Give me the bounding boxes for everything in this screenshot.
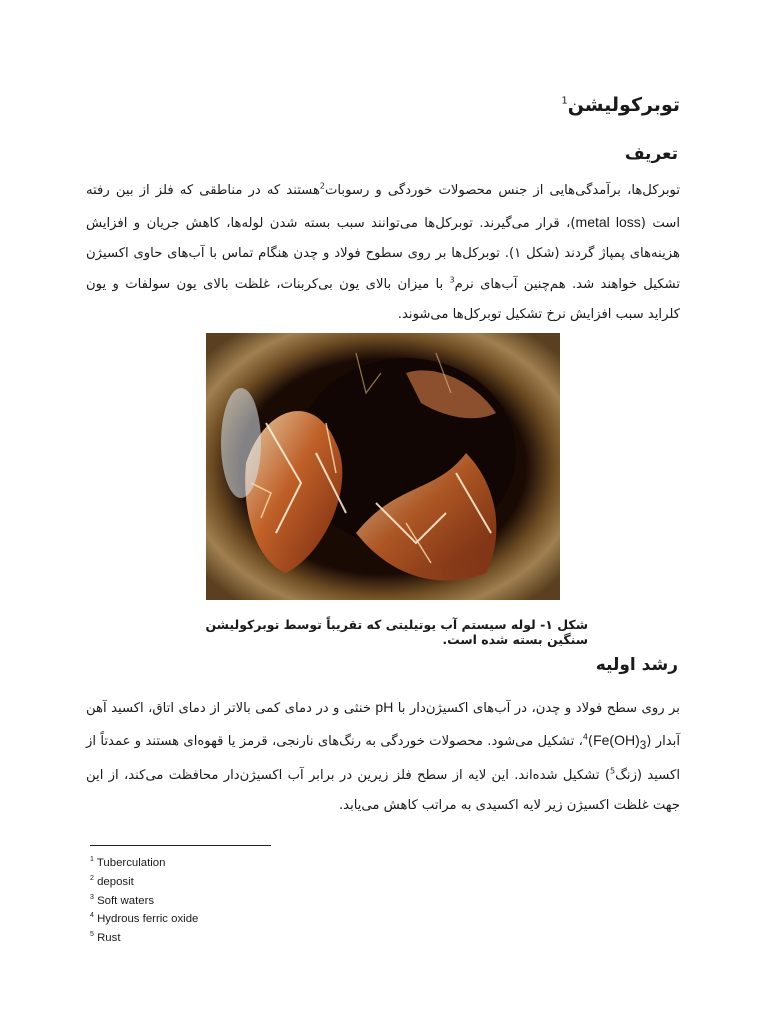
page-title [88, 94, 680, 116]
pipe-photo-illustration [206, 333, 560, 600]
formula-text: Fe(OH) [593, 731, 640, 748]
latin-term: metal loss [575, 213, 641, 230]
chemical-formula [593, 731, 647, 752]
footnote-ref-5[interactable]: 5 [610, 766, 616, 776]
pipe-tuberculation-photo [206, 333, 560, 600]
footnote-ref-3[interactable]: 3 [449, 275, 455, 285]
footnotes [90, 852, 198, 946]
footnote-text: Hydrous ferric oxide [97, 913, 199, 926]
footnote-number: 4 [90, 912, 94, 920]
growth-paragraph [86, 692, 680, 822]
footnote-text: Rust [97, 931, 121, 944]
footnote-item [90, 871, 198, 890]
text-run: )، قرار می‌گیرند. توبرکل‌ها می‌توانند سبب بسته شدن لوله‌ها، کاهش جریان و افزایش هزینه‌های پمپاژ گردند (شکل ۱). توبرکل‌ها بر روی سطوح فولاد و چدن هنگام تماس با آب‌های حاوی اکسیژن تشکیل خواهند شد. هم‌چنین آب‌های نرم [86, 215, 680, 292]
ph-term: pH [375, 699, 394, 715]
title-text: توبرکولیشن [567, 94, 680, 116]
formula-subscript: 3 [639, 738, 647, 752]
text-run: ، تشکیل می‌شود. محصولات خوردگی به رنگ‌های نارنجی، قرمز یا قهوه‌ای هستند و عمدتاً از اکسید (زنگ [86, 733, 680, 783]
text-run: بر روی سطح فولاد و چدن، در آب‌های اکسیژن‌دار با [393, 701, 680, 716]
footnote-text: deposit [97, 875, 134, 888]
footnote-item [90, 908, 198, 927]
figure-caption: شکل ۱- لوله سیستم آب یوتیلیتی که تقریباً توسط توبرکولیشن سنگین بسته شده است. [205, 617, 588, 647]
footnote-item [90, 852, 198, 871]
text-run: ) [587, 733, 594, 749]
footnote-separator [90, 845, 271, 846]
definition-paragraph [86, 176, 680, 331]
text-run: هستند که در مناطقی که فلز از بین رفته است ( [86, 183, 680, 231]
initial-growth-heading: رشد اولیه [595, 655, 678, 675]
text-run: توبرکل‌ها، برآمدگی‌هایی از جنس محصولات خوردگی و رسوبات [325, 183, 680, 198]
footnote-ref-2[interactable]: 2 [319, 181, 325, 191]
footnote-number: 2 [90, 874, 94, 882]
footnote-ref-1[interactable]: 1 [561, 95, 568, 107]
definition-heading: تعریف [624, 144, 678, 164]
footnote-text: Soft waters [97, 894, 155, 907]
text-run: ) تشکیل شده‌اند. این لایه از سطح فلز زیرین در برابر آب اکسیژن‌دار محافظت می‌کند، از این جهت غلظت اکسیژن زیر لایه اکسیدی به مراتب کاهش می‌یابد. [86, 767, 680, 814]
footnote-item [90, 890, 198, 909]
text-run: خنثی و در دمای کمی بالاتر از دمای اتاق، اکسید آهن آبدار ( [86, 701, 680, 749]
footnote-text: Tuberculation [96, 856, 166, 869]
footnote-number: 3 [90, 893, 94, 901]
footnote-number: 1 [90, 856, 94, 863]
text-run: با میزان بالای یون بی‌کربنات، غلظت بالای یون سولفات و یون کلراید سبب افزایش نرخ تشکیل توبرکل‌ها می‌شوند. [86, 276, 680, 322]
footnote-ref-4[interactable]: 4 [582, 732, 588, 742]
footnote-number: 5 [90, 931, 94, 939]
footnote-item [90, 927, 198, 946]
